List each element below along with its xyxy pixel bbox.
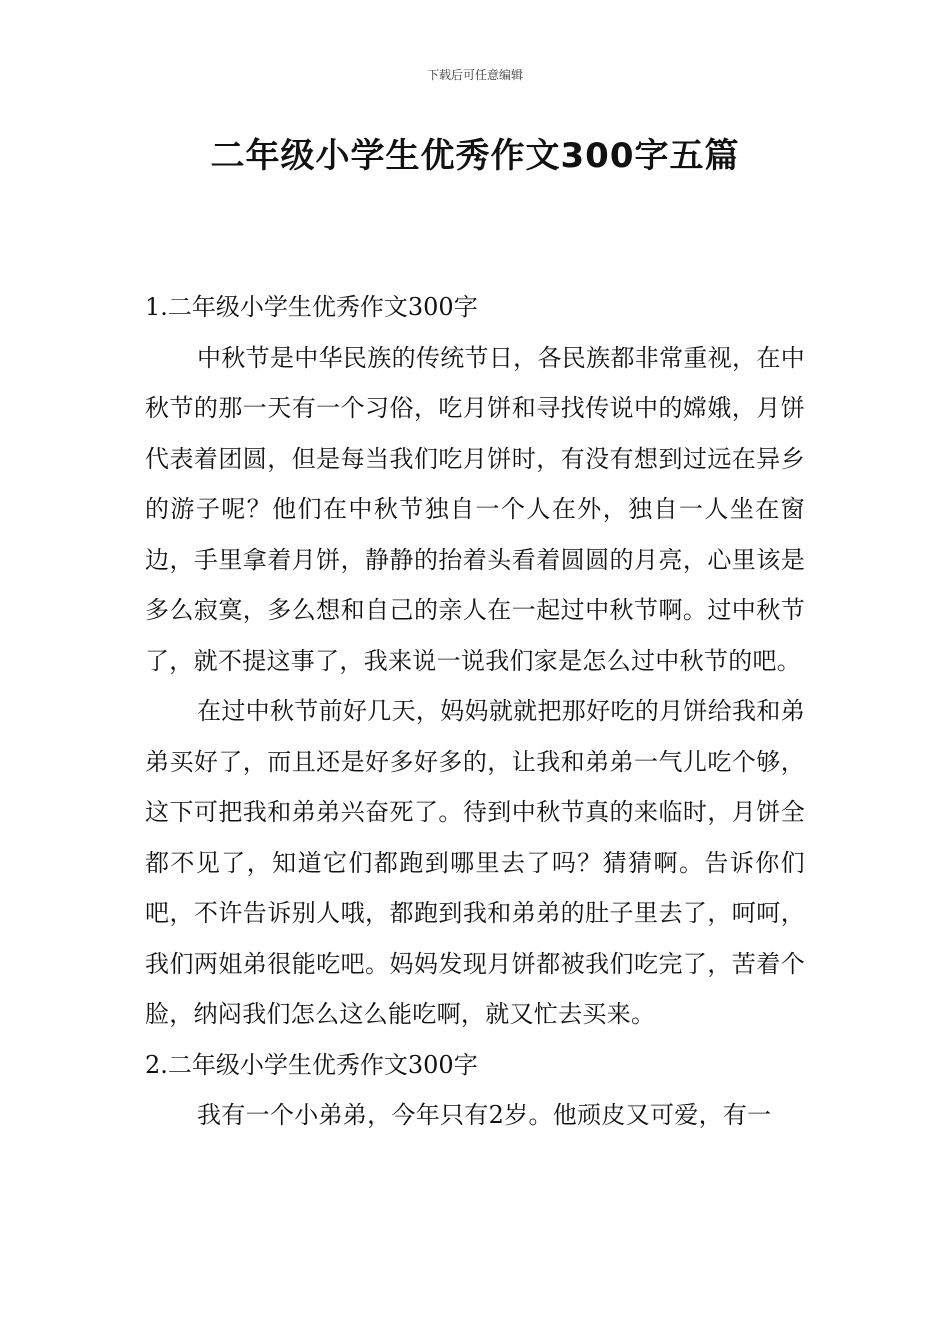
section-1 [145,282,805,1040]
document-title: 二年级小学生优秀作文300字五篇 [210,136,740,176]
paragraph: 我有一个小弟弟，今年只有2岁。他顽皮又可爱，有一 [197,1101,772,1129]
document-body [145,282,805,1141]
section-2 [145,1040,805,1141]
section-heading: 2.二年级小学生优秀作文300字 [145,1050,478,1079]
header-note: 下载后可任意编辑 [426,68,523,82]
paragraph: 中秋节是中华民族的传统节日，各民族都非常重视，在中秋节的那一天有一个习俗，吃月饼和寻找传说中的嫦娥，月饼代表着团圆，但是每当我们吃月饼时，有没有想到过远在异乡的游子呢？他们在中秋节独自一个人在外，独自一人坐在窗边，手里拿着月饼，静静的抬着头看着圆圆的月亮，心里该是多么寂寞，多么想和自己的亲人在一起过中秋节啊。过中秋节了，就不提这事了，我来说一说我们家是怎么过中秋节的吧。 [145,343,805,675]
section-heading: 1.二年级小学生优秀作文300字 [145,293,478,321]
paragraph: 在过中秋节前好几天，妈妈就就把那好吃的月饼给我和弟弟买好了，而且还是好多好多的，让我和弟弟一气儿吃个够，这下可把我和弟弟兴奋死了。待到中秋节真的来临时，月饼全都不见了，知道它们都跑到哪里去了吗？猜猜啊。告诉你们吧，不许告诉别人哦，都跑到我和弟弟的肚子里去了，呵呵，我们两姐弟很能吃吧。妈妈发现月饼都被我们吃完了，苦着个脸，纳闷我们怎么这么能吃啊，就又忙去买来。 [145,697,805,1028]
